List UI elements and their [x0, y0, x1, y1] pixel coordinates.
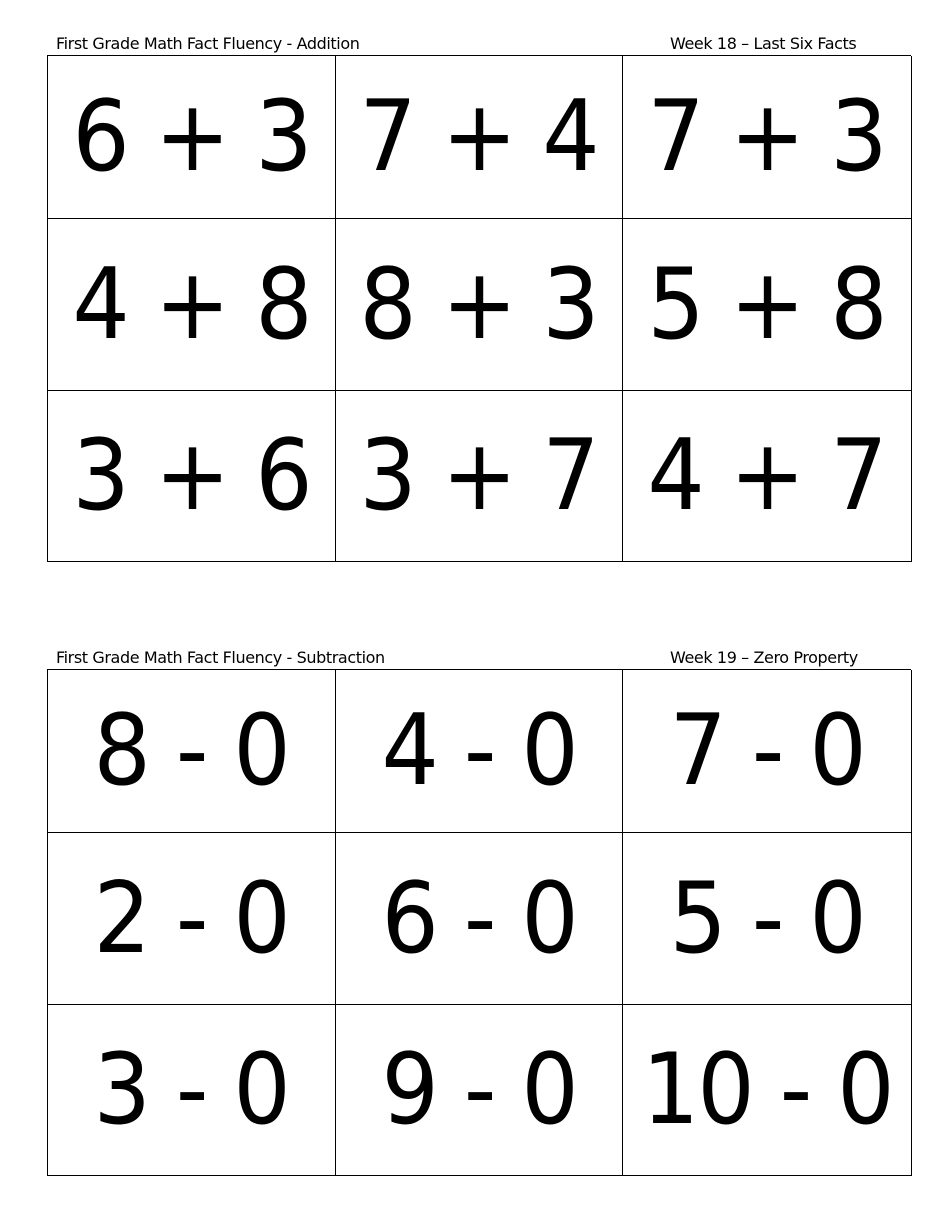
flashcard — [623, 219, 912, 391]
flashcard-fact: 5 + 8 — [647, 247, 887, 362]
flashcard — [336, 833, 623, 1005]
flashcard — [623, 1005, 912, 1176]
flashcard — [48, 670, 336, 833]
flashcard — [336, 670, 623, 833]
flashcard-fact: 4 - 0 — [381, 694, 577, 808]
addition-sheet-week: Week 18 – Last Six Facts — [670, 34, 857, 53]
flashcard-fact: 2 - 0 — [93, 861, 290, 976]
flashcard-fact: 4 + 7 — [647, 419, 887, 533]
addition-sheet-header — [47, 33, 911, 55]
flashcard — [623, 391, 912, 562]
flashcard — [336, 56, 623, 219]
flashcard-fact: 7 - 0 — [669, 694, 865, 808]
flashcard-fact: 7 + 3 — [647, 80, 887, 194]
flashcard — [623, 670, 912, 833]
flashcard — [48, 391, 336, 562]
flashcard-fact: 6 + 3 — [72, 80, 311, 194]
flashcard — [336, 1005, 623, 1176]
subtraction-sheet-week: Week 19 – Zero Property — [670, 648, 858, 667]
flashcard-fact: 8 + 3 — [359, 247, 599, 362]
flashcard-fact: 3 - 0 — [93, 1033, 290, 1147]
flashcard-fact: 4 + 8 — [72, 247, 311, 362]
flashcard — [336, 219, 623, 391]
flashcard-fact: 10 - 0 — [641, 1033, 893, 1147]
flashcard — [336, 391, 623, 562]
subtraction-sheet-title: First Grade Math Fact Fluency - Subtraction — [56, 648, 385, 667]
flashcard-fact: 3 + 6 — [72, 419, 311, 533]
subtraction-card-grid — [47, 669, 911, 1176]
flashcard — [48, 833, 336, 1005]
flashcard-fact: 8 - 0 — [93, 694, 290, 808]
flashcard-fact: 5 - 0 — [669, 861, 865, 976]
flashcard-fact: 9 - 0 — [381, 1033, 577, 1147]
flashcard-fact: 6 - 0 — [381, 861, 577, 976]
flashcard-fact: 3 + 7 — [359, 419, 599, 533]
subtraction-flashcard-sheet — [47, 647, 911, 1176]
flashcard — [623, 833, 912, 1005]
addition-card-grid — [47, 55, 911, 562]
addition-sheet-title: First Grade Math Fact Fluency - Addition — [56, 34, 360, 53]
flashcard — [623, 56, 912, 219]
flashcard — [48, 1005, 336, 1176]
flashcard — [48, 56, 336, 219]
addition-flashcard-sheet — [47, 33, 911, 562]
flashcard-fact: 7 + 4 — [359, 80, 599, 194]
subtraction-sheet-header — [47, 647, 911, 669]
flashcard — [48, 219, 336, 391]
